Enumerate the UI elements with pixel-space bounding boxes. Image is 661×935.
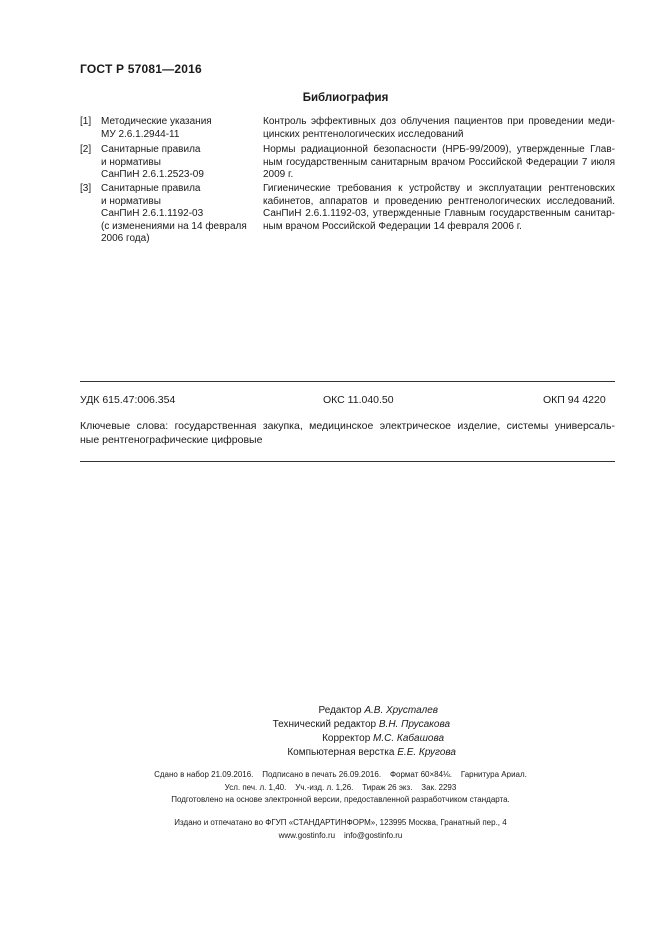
credit-editor: Редактор А.В. Хрусталев: [318, 705, 438, 716]
reference-source: Методические указания МУ 2.6.1.2944-11: [101, 116, 212, 140]
description-line: цинских рентгенологических исследований: [263, 128, 464, 140]
reference-number: [1]: [80, 116, 92, 127]
publisher-contacts: www.gostinfo.ru info@gostinfo.ru: [278, 830, 403, 840]
udk-code: УДК 615.47:006.354: [80, 394, 176, 406]
divider: [80, 461, 615, 462]
reference-description: [263, 116, 615, 141]
reference-number: [3]: [80, 183, 92, 194]
description-line: кабинетов, аппаратов и проведению рентгенологических исследований.: [263, 195, 615, 207]
oks-code: ОКС 11.040.50: [323, 394, 394, 406]
description-line: 2009 г.: [263, 169, 294, 180]
reference-source: Санитарные правила и нормативы СанПиН 2.6.1.1192-03 (с изменениями на 14 февраля 2006 года): [101, 183, 247, 244]
imprint-line: Подготовлено на основе электронной версии, предоставленной разработчиком стандарта.: [171, 795, 510, 804]
bibliography-item: [0, 116, 661, 146]
description-line: Контроль эффективных доз облучения пациентов при проведении меди-: [263, 116, 615, 127]
credit-proofreader: Корректор М.С. Кабашова: [322, 733, 444, 744]
keywords-line: Ключевые слова: государственная закупка, медицинское электрическое изделие, системы универсаль-: [80, 420, 615, 432]
imprint-details: [0, 769, 661, 807]
imprint-line: Сдано в набор 21.09.2016. Подписано в печать 26.09.2016. Формат 60×84⅛. Гарнитура Ариал.: [154, 770, 527, 779]
credit-layout: Компьютерная верстка Е.Е. Кругова: [287, 747, 456, 758]
credits-block: [230, 704, 530, 760]
reference-description: [263, 183, 615, 233]
description-line: Нормы радиационной безопасности (НРБ-99/2009), утвержденные Глав-: [263, 144, 615, 155]
description-line: ным государственным санитарным врачом Российской Федерации 7 июля: [263, 156, 615, 168]
publisher-details: [0, 817, 661, 842]
keywords-line: ные рентгенографические цифровые: [80, 433, 263, 446]
standard-number: ГОСТ Р 57081—2016: [80, 62, 202, 76]
reference-description: [263, 144, 615, 182]
description-line: ным врачом Российской Федерации 14 февраля 2006 г.: [263, 220, 522, 232]
credit-technical-editor: Технический редактор В.Н. Прусакова: [272, 719, 450, 730]
bibliography-item: [0, 183, 661, 249]
description-line: СанПиН 2.6.1.1192-03, утвержденные Главным государственным санитар-: [263, 208, 615, 219]
bibliography-title: Библиография: [302, 92, 389, 104]
divider: [80, 381, 615, 382]
description-line: Гигиенические требования к устройству и эксплуатации рентгеновских: [263, 183, 615, 194]
reference-source: Санитарные правила и нормативы СанПиН 2.6.1.2523-09: [101, 144, 204, 180]
okp-code: ОКП 94 4220: [543, 394, 606, 406]
reference-number: [2]: [80, 144, 92, 155]
publisher-line: Издано и отпечатано во ФГУП «СТАНДАРТИНФОРМ», 123995 Москва, Гранатный пер., 4: [174, 818, 507, 827]
bibliography-item: [0, 144, 661, 184]
keywords: [80, 420, 615, 447]
imprint-line: Усл. печ. л. 1,40. Уч.-изд. л. 1,26. Тираж 26 экз. Зак. 2293: [224, 782, 457, 792]
